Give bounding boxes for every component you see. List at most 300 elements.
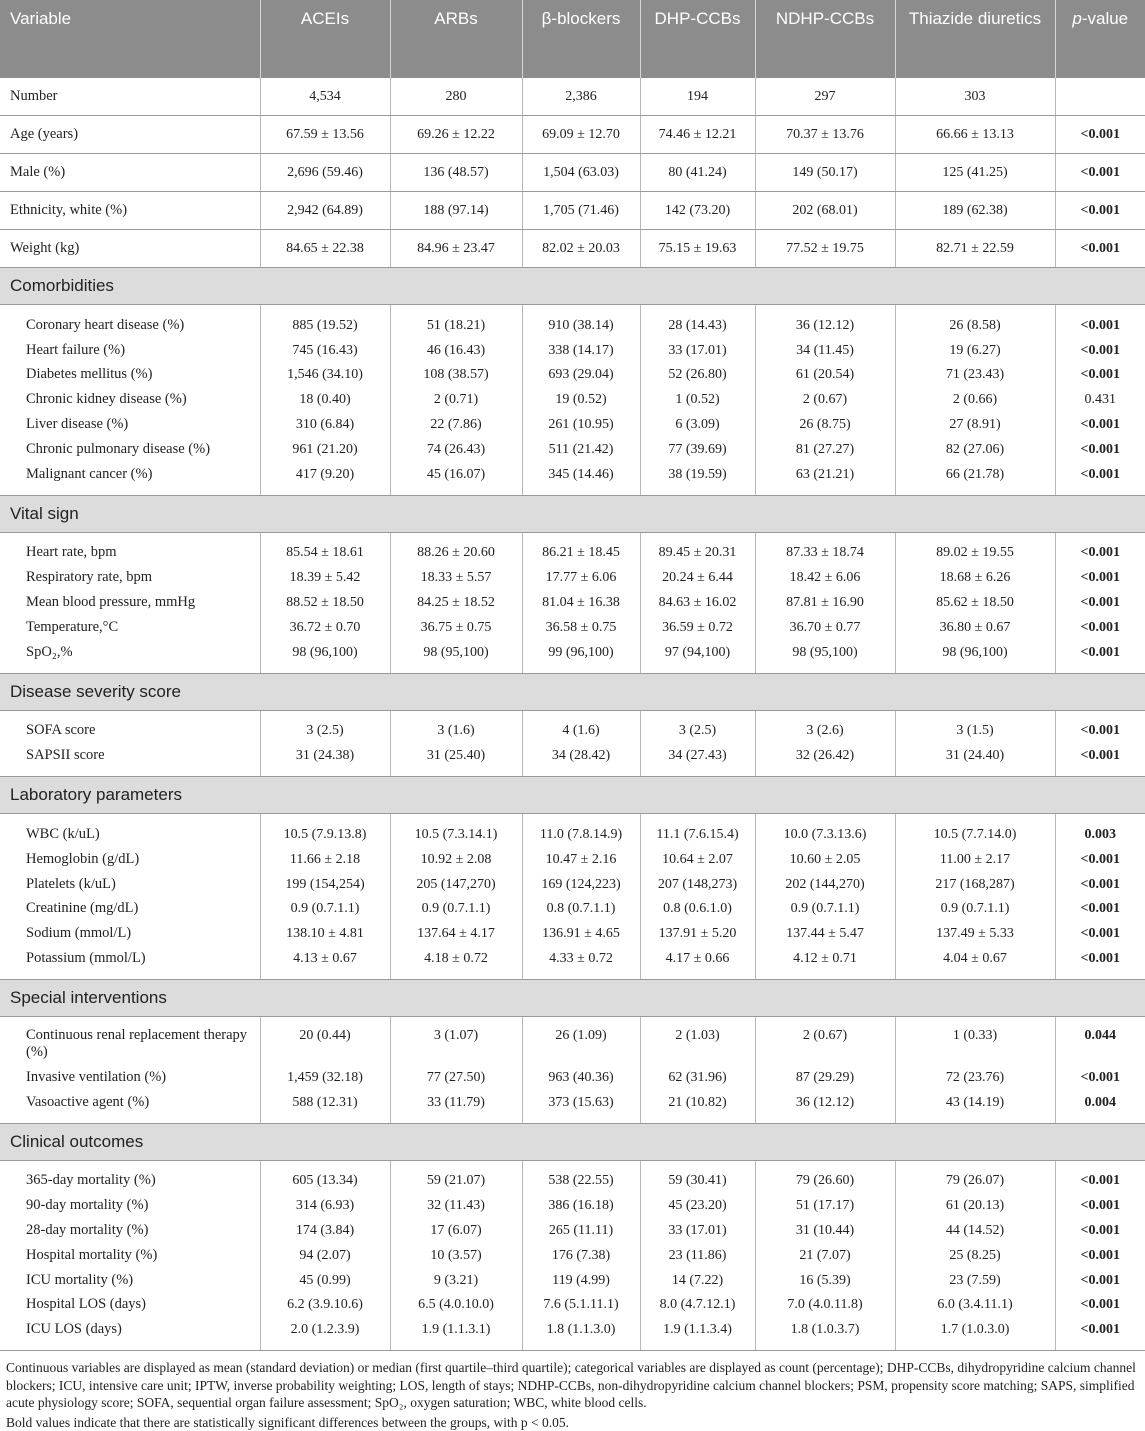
section-title: Vital sign [0, 495, 1145, 532]
cell-value: 67.59 ± 13.56 [260, 116, 390, 154]
table-row [0, 154, 1145, 192]
cell-value: 81.04 ± 16.38 [522, 590, 640, 615]
cell-value: 910 (38.14) [522, 305, 640, 338]
cell-value: 4.17 ± 0.66 [640, 946, 755, 979]
cell-value: 174 (3.84) [260, 1218, 390, 1243]
cell-p-value: <0.001 [1055, 192, 1145, 230]
cell-value: 75.15 ± 19.63 [640, 230, 755, 268]
cell-value: 4.33 ± 0.72 [522, 946, 640, 979]
cell-value: 70.37 ± 13.76 [755, 116, 895, 154]
table-row [0, 1293, 1145, 1318]
section-title: Laboratory parameters [0, 777, 1145, 814]
cell-value: 59 (30.41) [640, 1160, 755, 1193]
cell-value: 108 (38.57) [390, 363, 522, 388]
cell-value: 18.68 ± 6.26 [895, 565, 1055, 590]
cell-value: 1.8 (1.1.3.0) [522, 1317, 640, 1350]
cell-value: 205 (147,270) [390, 872, 522, 897]
cell-value: 36.70 ± 0.77 [755, 615, 895, 640]
cell-value: 51 (17.17) [755, 1193, 895, 1218]
cell-value: 98 (96,100) [895, 640, 1055, 673]
cell-value: 10.5 (7.9.13.8) [260, 814, 390, 847]
table-row [0, 462, 1145, 495]
cell-value: 2.0 (1.2.3.9) [260, 1317, 390, 1350]
table-row [0, 338, 1145, 363]
header-beta-blockers: β-blockers [522, 0, 640, 78]
cell-value: 18.39 ± 5.42 [260, 565, 390, 590]
header-ndhp-ccbs: NDHP-CCBs [755, 0, 895, 78]
cell-value: 98 (96,100) [260, 640, 390, 673]
cell-p-value: <0.001 [1055, 1160, 1145, 1193]
cell-value: 46 (16.43) [390, 338, 522, 363]
row-label: Mean blood pressure, mmHg [26, 594, 196, 611]
table-row [0, 710, 1145, 743]
cell-value: 3 (2.6) [755, 710, 895, 743]
header-aceis: ACEIs [260, 0, 390, 78]
row-label: Sodium (mmol/L) [26, 925, 132, 942]
cell-value: 18.42 ± 6.06 [755, 565, 895, 590]
cell-value: 87 (29.29) [755, 1065, 895, 1090]
cell-value: 84.25 ± 18.52 [390, 590, 522, 615]
table-row [0, 1193, 1145, 1218]
cell-value: 11.0 (7.8.14.9) [522, 814, 640, 847]
table-footnotes [0, 1351, 1145, 1431]
cell-value: 74 (26.43) [390, 437, 522, 462]
row-label: Liver disease (%) [26, 416, 129, 433]
cell-value: 0.9 (0.7.1.1) [260, 897, 390, 922]
cell-value: 202 (144,270) [755, 872, 895, 897]
cell-value: 31 (24.38) [260, 743, 390, 776]
footnote-bold-note: Bold values indicate that there are statistically significant differences between the groups, with p < 0.05. [6, 1414, 569, 1430]
header-arbs: ARBs [390, 0, 522, 78]
cell-value: 16 (5.39) [755, 1268, 895, 1293]
cell-value: 45 (0.99) [260, 1268, 390, 1293]
section-title: Disease severity score [0, 673, 1145, 710]
cell-value: 149 (50.17) [755, 154, 895, 192]
cell-value: 6.5 (4.0.10.0) [390, 1293, 522, 1318]
cell-value: 77 (39.69) [640, 437, 755, 462]
cell-value: 3 (1.07) [390, 1016, 522, 1065]
cell-value: 33 (11.79) [390, 1090, 522, 1123]
section-header-row [0, 495, 1145, 532]
row-label: Creatinine (mg/dL) [26, 900, 139, 917]
cell-value: 43 (14.19) [895, 1090, 1055, 1123]
cell-value: 36 (12.12) [755, 305, 895, 338]
cell-value: 14 (7.22) [640, 1268, 755, 1293]
table-row [0, 1016, 1145, 1065]
cell-value: 20 (0.44) [260, 1016, 390, 1065]
cell-value: 338 (14.17) [522, 338, 640, 363]
cell-value: 142 (73.20) [640, 192, 755, 230]
cell-p-value: <0.001 [1055, 710, 1145, 743]
table-row [0, 1160, 1145, 1193]
row-label: Vasoactive agent (%) [0, 1090, 260, 1123]
cell-p-value: <0.001 [1055, 565, 1145, 590]
cell-value: 4.12 ± 0.71 [755, 946, 895, 979]
cell-value: 18 (0.40) [260, 387, 390, 412]
table-row [0, 897, 1145, 922]
cell-value: 36.75 ± 0.75 [390, 615, 522, 640]
cell-value: 605 (13.34) [260, 1160, 390, 1193]
cell-value: 36 (12.12) [755, 1090, 895, 1123]
row-label: Ethnicity, white (%) [0, 192, 260, 230]
cell-value: 1.7 (1.0.3.0) [895, 1317, 1055, 1350]
cell-value: 963 (40.36) [522, 1065, 640, 1090]
cell-value: 1 (0.52) [640, 387, 755, 412]
cell-value: 2 (0.66) [895, 387, 1055, 412]
cell-value: 207 (148,273) [640, 872, 755, 897]
cell-value: 169 (124,223) [522, 872, 640, 897]
cell-value: 3 (2.5) [640, 710, 755, 743]
cell-p-value: 0.004 [1055, 1090, 1145, 1123]
row-label: 90-day mortality (%) [26, 1197, 149, 1214]
table-body [0, 78, 1145, 1351]
row-label: Potassium (mmol/L) [0, 946, 260, 979]
table-row [0, 565, 1145, 590]
cell-value: 25 (8.25) [895, 1243, 1055, 1268]
row-label: Heart rate, bpm [26, 544, 117, 561]
cell-value: 36.59 ± 0.72 [640, 615, 755, 640]
cell-p-value: <0.001 [1055, 590, 1145, 615]
cell-value: 1,705 (71.46) [522, 192, 640, 230]
table-row [0, 847, 1145, 872]
cell-value: 77 (27.50) [390, 1065, 522, 1090]
cell-value: 19 (6.27) [895, 338, 1055, 363]
cell-value: 885 (19.52) [260, 305, 390, 338]
cell-p-value: <0.001 [1055, 230, 1145, 268]
cell-value: 36.58 ± 0.75 [522, 615, 640, 640]
cell-value: 0.8 (0.7.1.1) [522, 897, 640, 922]
table-row [0, 412, 1145, 437]
table-row [0, 387, 1145, 412]
cell-value: 386 (16.18) [522, 1193, 640, 1218]
row-label: Hospital LOS (days) [26, 1296, 147, 1313]
cell-value: 7.0 (4.0.11.8) [755, 1293, 895, 1318]
cell-value: 63 (21.21) [755, 462, 895, 495]
cell-value: 137.64 ± 4.17 [390, 921, 522, 946]
cell-value: 62 (31.96) [640, 1065, 755, 1090]
cell-value: 98 (95,100) [390, 640, 522, 673]
cell-value: 87.33 ± 18.74 [755, 532, 895, 565]
cell-value: 511 (21.42) [522, 437, 640, 462]
cell-p-value: <0.001 [1055, 615, 1145, 640]
cell-value: 373 (15.63) [522, 1090, 640, 1123]
row-label: Chronic kidney disease (%) [26, 391, 187, 408]
cell-value: 2,386 [522, 78, 640, 116]
cell-value: 4.13 ± 0.67 [260, 946, 390, 979]
cell-p-value: <0.001 [1055, 116, 1145, 154]
cell-value: 61 (20.54) [755, 363, 895, 388]
cell-value: 82 (27.06) [895, 437, 1055, 462]
cell-value: 137.49 ± 5.33 [895, 921, 1055, 946]
cell-p-value: <0.001 [1055, 437, 1145, 462]
cell-value: 1,504 (63.03) [522, 154, 640, 192]
cell-p-value: <0.001 [1055, 462, 1145, 495]
cell-value: 1.8 (1.0.3.7) [755, 1317, 895, 1350]
cell-value: 1,546 (34.10) [260, 363, 390, 388]
row-label: Coronary heart disease (%) [26, 316, 185, 333]
cell-value: 19 (0.52) [522, 387, 640, 412]
table-row [0, 532, 1145, 565]
cell-value: 10.92 ± 2.08 [390, 847, 522, 872]
cell-value: 11.00 ± 2.17 [895, 847, 1055, 872]
cell-value: 80 (41.24) [640, 154, 755, 192]
row-label: SpO₂,% [0, 640, 260, 673]
cell-value: 88.26 ± 20.60 [390, 532, 522, 565]
cell-value: 345 (14.46) [522, 462, 640, 495]
p-italic: p [1072, 9, 1082, 28]
cell-value: 85.54 ± 18.61 [260, 532, 390, 565]
header-variable: Variable [0, 0, 260, 78]
cell-p-value: <0.001 [1055, 154, 1145, 192]
header-dhp-ccbs: DHP-CCBs [640, 0, 755, 78]
table-row [0, 640, 1145, 673]
table-row [0, 437, 1145, 462]
row-label: Hemoglobin (g/dL) [26, 850, 140, 867]
cell-value: 138.10 ± 4.81 [260, 921, 390, 946]
cell-value: 20.24 ± 6.44 [640, 565, 755, 590]
cell-value: 199 (154,254) [260, 872, 390, 897]
cell-value: 417 (9.20) [260, 462, 390, 495]
cell-value: 38 (19.59) [640, 462, 755, 495]
cell-p-value: <0.001 [1055, 338, 1145, 363]
footnote-abbreviations: Continuous variables are displayed as mean (standard deviation) or median (first quartile–third quartile); categorical variables are displayed as count (percentage); DHP-CCBs, dihydropyridine calcium channel blockers; ICU, intensive care unit; IPTW, inverse probability weighting; LOS, length of stays; NDHP-CCBs, non-dihydropyridine calcium channel blockers; PSM, propensity score matching; SAPS, simplified acute physiology score; SOFA, sequential organ failure assessment; SpO₂, oxygen saturation; WBC, white blood cells. [6, 1360, 1136, 1411]
cell-value: 202 (68.01) [755, 192, 895, 230]
cell-value: 97 (94,100) [640, 640, 755, 673]
table-row [0, 590, 1145, 615]
table-row [0, 1090, 1145, 1123]
cell-value: 1.9 (1.1.3.4) [640, 1317, 755, 1350]
row-label: Continuous renal replacement therapy (%) [26, 1026, 248, 1060]
table-row [0, 1218, 1145, 1243]
cell-value: 136.91 ± 4.65 [522, 921, 640, 946]
cell-value: 2 (0.71) [390, 387, 522, 412]
section-header-row [0, 979, 1145, 1016]
cell-value: 310 (6.84) [260, 412, 390, 437]
table-row [0, 1268, 1145, 1293]
cell-value: 10.64 ± 2.07 [640, 847, 755, 872]
table-row [0, 1243, 1145, 1268]
cell-value: 88.52 ± 18.50 [260, 590, 390, 615]
cell-value: 10 (3.57) [390, 1243, 522, 1268]
cell-value: 119 (4.99) [522, 1268, 640, 1293]
row-label: SOFA score [26, 722, 96, 739]
p-suffix: -value [1081, 9, 1129, 28]
table-row [0, 192, 1145, 230]
row-label: ICU mortality (%) [26, 1271, 134, 1288]
cell-value: 61 (20.13) [895, 1193, 1055, 1218]
section-header-row [0, 673, 1145, 710]
cell-value: 27 (8.91) [895, 412, 1055, 437]
cell-p-value: <0.001 [1055, 921, 1145, 946]
cell-value: 26 (1.09) [522, 1016, 640, 1065]
cell-value: 0.9 (0.7.1.1) [755, 897, 895, 922]
cell-p-value: <0.001 [1055, 897, 1145, 922]
row-label: ICU LOS (days) [0, 1317, 260, 1350]
cell-value: 4 (1.6) [522, 710, 640, 743]
cell-value: 69.09 ± 12.70 [522, 116, 640, 154]
section-title: Special interventions [0, 979, 1145, 1016]
cell-value: 23 (11.86) [640, 1243, 755, 1268]
cell-value: 23 (7.59) [895, 1268, 1055, 1293]
cell-value: 31 (25.40) [390, 743, 522, 776]
cell-value: 745 (16.43) [260, 338, 390, 363]
cell-p-value: <0.001 [1055, 1218, 1145, 1243]
cell-value: 32 (11.43) [390, 1193, 522, 1218]
cell-p-value: <0.001 [1055, 743, 1145, 776]
cell-value: 2 (0.67) [755, 1016, 895, 1065]
cell-value: 961 (21.20) [260, 437, 390, 462]
cell-value: 98 (95,100) [755, 640, 895, 673]
section-header-row [0, 777, 1145, 814]
cell-value: 188 (97.14) [390, 192, 522, 230]
cell-value: 85.62 ± 18.50 [895, 590, 1055, 615]
cell-value: 136 (48.57) [390, 154, 522, 192]
row-label: Chronic pulmonary disease (%) [26, 440, 211, 457]
cell-value: 6.2 (3.9.10.6) [260, 1293, 390, 1318]
cell-p-value: <0.001 [1055, 1243, 1145, 1268]
table-row [0, 230, 1145, 268]
table-row [0, 743, 1145, 776]
cell-value: 10.5 (7.3.14.1) [390, 814, 522, 847]
cell-p-value: 0.003 [1055, 814, 1145, 847]
cell-value: 21 (10.82) [640, 1090, 755, 1123]
cell-value: 3 (2.5) [260, 710, 390, 743]
cell-p-value: <0.001 [1055, 1268, 1145, 1293]
cell-value: 4,534 [260, 78, 390, 116]
cell-value: 31 (24.40) [895, 743, 1055, 776]
cell-value: 74.46 ± 12.21 [640, 116, 755, 154]
cell-value: 94 (2.07) [260, 1243, 390, 1268]
row-label: Respiratory rate, bpm [26, 569, 153, 586]
cell-value: 1,459 (32.18) [260, 1065, 390, 1090]
row-label: Diabetes mellitus (%) [26, 366, 153, 383]
row-label: Malignant cancer (%) [0, 462, 260, 495]
row-label: Hospital mortality (%) [26, 1246, 158, 1263]
cell-value: 10.5 (7.7.14.0) [895, 814, 1055, 847]
cell-value: 77.52 ± 19.75 [755, 230, 895, 268]
cell-value: 6 (3.09) [640, 412, 755, 437]
table-row [0, 615, 1145, 640]
cell-value: 52 (26.80) [640, 363, 755, 388]
cell-value: 33 (17.01) [640, 338, 755, 363]
cell-value: 125 (41.25) [895, 154, 1055, 192]
cell-value: 89.45 ± 20.31 [640, 532, 755, 565]
cell-value: 79 (26.60) [755, 1160, 895, 1193]
row-label: 365-day mortality (%) [26, 1172, 156, 1189]
cell-p-value: <0.001 [1055, 946, 1145, 979]
cell-value: 33 (17.01) [640, 1218, 755, 1243]
cell-value: 79 (26.07) [895, 1160, 1055, 1193]
cell-value: 71 (23.43) [895, 363, 1055, 388]
cell-value: 11.66 ± 2.18 [260, 847, 390, 872]
row-label: WBC (k/uL) [26, 826, 100, 843]
cell-value: 44 (14.52) [895, 1218, 1055, 1243]
cell-value: 45 (16.07) [390, 462, 522, 495]
row-label: Male (%) [0, 154, 260, 192]
cell-value: 34 (28.42) [522, 743, 640, 776]
cell-value: 87.81 ± 16.90 [755, 590, 895, 615]
table-row [0, 363, 1145, 388]
cell-value: 66 (21.78) [895, 462, 1055, 495]
table-row [0, 946, 1145, 979]
table-row [0, 921, 1145, 946]
cell-value: 34 (27.43) [640, 743, 755, 776]
cell-value: 10.47 ± 2.16 [522, 847, 640, 872]
row-label: Age (years) [0, 116, 260, 154]
cell-value: 2,942 (64.89) [260, 192, 390, 230]
cell-value: 89.02 ± 19.55 [895, 532, 1055, 565]
cell-value: 45 (23.20) [640, 1193, 755, 1218]
cell-value: 4.04 ± 0.67 [895, 946, 1055, 979]
cell-value: 72 (23.76) [895, 1065, 1055, 1090]
cell-value: 84.65 ± 22.38 [260, 230, 390, 268]
cell-value: 10.0 (7.3.13.6) [755, 814, 895, 847]
section-header-row [0, 1123, 1145, 1160]
cell-p-value: <0.001 [1055, 640, 1145, 673]
cell-value: 82.71 ± 22.59 [895, 230, 1055, 268]
row-label: Weight (kg) [0, 230, 260, 268]
cell-value: 18.33 ± 5.57 [390, 565, 522, 590]
cell-value: 1.9 (1.1.3.1) [390, 1317, 522, 1350]
cell-p-value: 0.044 [1055, 1016, 1145, 1065]
row-label: Number [0, 78, 260, 116]
cell-p-value: <0.001 [1055, 1193, 1145, 1218]
cell-value: 82.02 ± 20.03 [522, 230, 640, 268]
row-label: Invasive ventilation (%) [26, 1068, 167, 1085]
cell-value: 217 (168,287) [895, 872, 1055, 897]
cell-value: 2 (1.03) [640, 1016, 755, 1065]
cell-value: 265 (11.11) [522, 1218, 640, 1243]
cell-value: 10.60 ± 2.05 [755, 847, 895, 872]
cell-value: 137.91 ± 5.20 [640, 921, 755, 946]
cell-value: 21 (7.07) [755, 1243, 895, 1268]
row-label: Platelets (k/uL) [26, 875, 116, 892]
cell-value: 22 (7.86) [390, 412, 522, 437]
cell-value: 34 (11.45) [755, 338, 895, 363]
cell-p-value: <0.001 [1055, 305, 1145, 338]
cell-value: 538 (22.55) [522, 1160, 640, 1193]
cell-value: 4.18 ± 0.72 [390, 946, 522, 979]
cell-value: 280 [390, 78, 522, 116]
cell-p-value: <0.001 [1055, 872, 1145, 897]
cell-value: 81 (27.27) [755, 437, 895, 462]
cell-p-value: <0.001 [1055, 1317, 1145, 1350]
cell-value: 693 (29.04) [522, 363, 640, 388]
cell-value: 31 (10.44) [755, 1218, 895, 1243]
cell-value: 261 (10.95) [522, 412, 640, 437]
cell-value: 189 (62.38) [895, 192, 1055, 230]
table-row [0, 116, 1145, 154]
cell-value: 36.72 ± 0.70 [260, 615, 390, 640]
cell-value: 0.9 (0.7.1.1) [390, 897, 522, 922]
cell-value: 69.26 ± 12.22 [390, 116, 522, 154]
row-label: 28-day mortality (%) [26, 1222, 149, 1239]
header-row [0, 0, 1145, 78]
cell-value: 11.1 (7.6.15.4) [640, 814, 755, 847]
cell-p-value: <0.001 [1055, 532, 1145, 565]
cell-value: 26 (8.58) [895, 305, 1055, 338]
cell-p-value: <0.001 [1055, 1065, 1145, 1090]
cell-p-value: <0.001 [1055, 412, 1145, 437]
cell-p-value: 0.431 [1055, 387, 1145, 412]
table-row [0, 1065, 1145, 1090]
table-row [0, 872, 1145, 897]
cell-value: 66.66 ± 13.13 [895, 116, 1055, 154]
cell-value: 0.9 (0.7.1.1) [895, 897, 1055, 922]
cell-value: 59 (21.07) [390, 1160, 522, 1193]
cell-p-value: <0.001 [1055, 363, 1145, 388]
cell-value: 8.0 (4.7.12.1) [640, 1293, 755, 1318]
